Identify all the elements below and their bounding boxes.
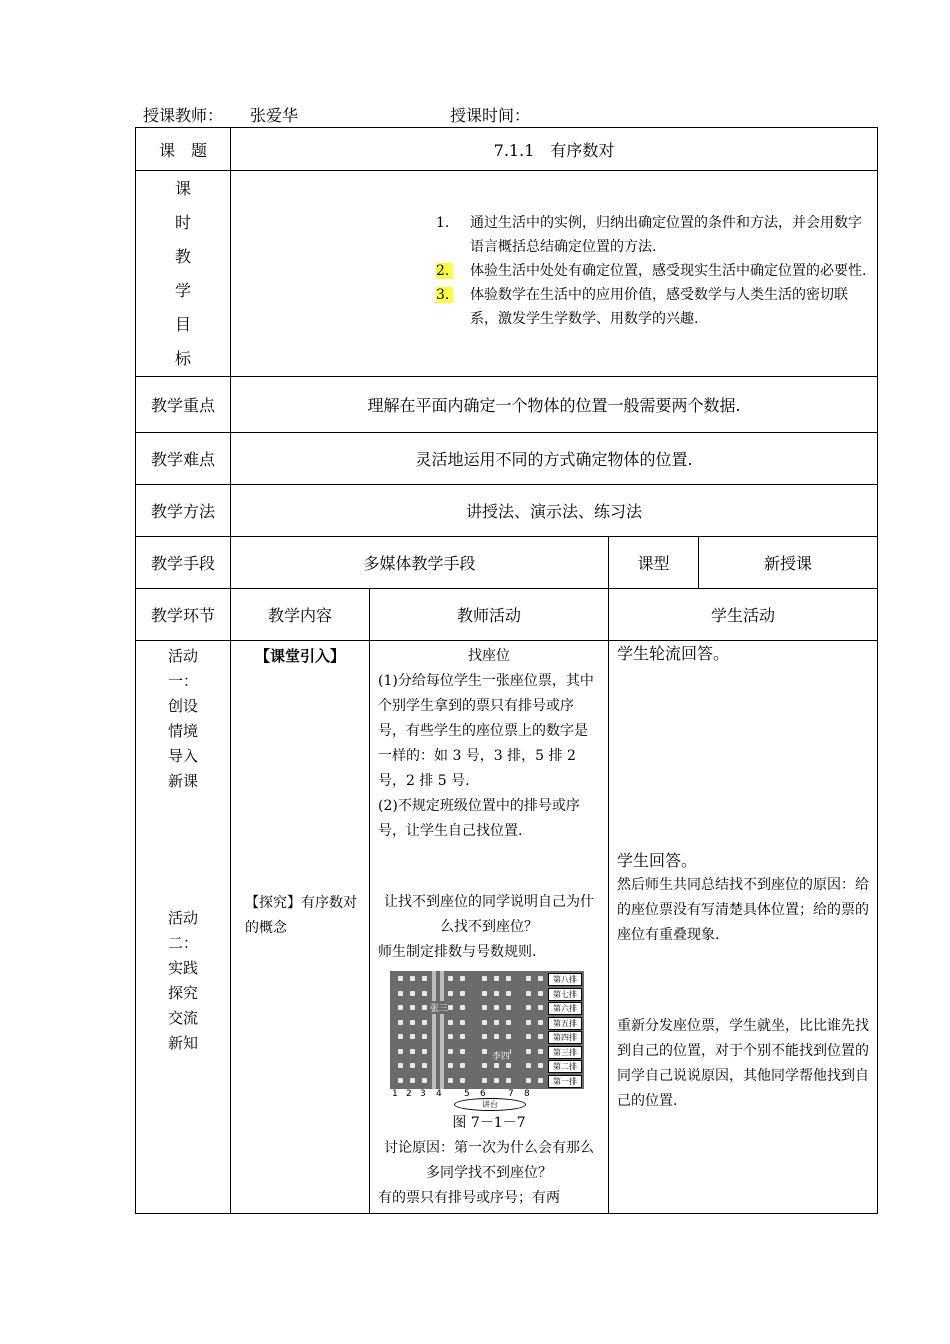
seat	[482, 1005, 487, 1010]
seat	[538, 1020, 543, 1025]
activity-row	[136, 641, 878, 1214]
key-label: 教学重点	[136, 377, 231, 433]
seat	[538, 1034, 543, 1039]
seat	[422, 1020, 427, 1025]
seat	[410, 1005, 415, 1010]
seat	[422, 1063, 427, 1068]
row-label: 第二排	[548, 1060, 582, 1073]
means-label: 教学手段	[136, 537, 231, 589]
aisle	[440, 971, 444, 1089]
seat	[410, 976, 415, 981]
seat	[448, 1078, 453, 1083]
seat	[482, 1020, 487, 1025]
seat	[398, 976, 403, 981]
seat	[482, 1078, 487, 1083]
student-s3: 然后师生共同总结找不到座位的原因：给的座位票没有写清楚具体位置；给的票的座位有重叠现象.	[617, 877, 869, 943]
teacher-p1: (1)分给每位学生一张座位票，其中个别学生拿到的票只有排号或序号，有些学生的座位票上的数字是一样的：如 3 号，3 排，5 排 2 号，2 排 5 号.	[378, 673, 594, 789]
col-header-teacher: 教师活动	[370, 589, 609, 641]
content-explore: 【探究】有序数对的概念	[245, 895, 357, 936]
seat	[422, 1034, 427, 1039]
seat	[410, 1063, 415, 1068]
topic-row	[136, 128, 878, 171]
seat-name-a: 张三	[430, 1001, 448, 1014]
seat	[538, 1005, 543, 1010]
seat	[538, 1078, 543, 1083]
column-number: 8	[524, 1089, 530, 1099]
podium: 讲台	[454, 1098, 526, 1111]
seat	[460, 991, 465, 996]
goals-label: 课 时 教 学 目 标	[136, 171, 231, 377]
row-label: 第八排	[548, 973, 582, 986]
seat	[538, 1049, 543, 1054]
teacher-activity-cell	[370, 641, 609, 1214]
seat-name-b: 李四	[492, 1049, 510, 1062]
seat	[422, 991, 427, 996]
seat	[526, 991, 531, 996]
seat	[422, 1078, 427, 1083]
key-row	[136, 377, 878, 433]
seat	[448, 1020, 453, 1025]
goals-row	[136, 171, 878, 377]
goal-item: 1. 通过生活中的实例，归纳出确定位置的条件和方法，并会用数字语言概括总结确定位置的方法.	[436, 215, 862, 255]
seat	[494, 1005, 499, 1010]
seat	[482, 976, 487, 981]
column-number: 6	[480, 1089, 486, 1099]
activity-1-name: 活动 一： 创设 情境 导入 新课	[167, 647, 198, 790]
seat	[410, 1034, 415, 1039]
activity-2-name: 活动 二： 实践 探究 交流 新知	[167, 909, 198, 1052]
type-label: 课型	[609, 537, 699, 589]
seat	[410, 1020, 415, 1025]
seat	[538, 976, 543, 981]
seat	[538, 991, 543, 996]
seat	[460, 1020, 465, 1025]
seat	[482, 991, 487, 996]
column-number: 1	[392, 1089, 398, 1099]
student-s2: 学生回答。	[617, 851, 698, 870]
lesson-plan-table	[135, 127, 878, 1214]
topic-value: 7.1.1 有序数对	[231, 128, 878, 171]
seat	[448, 1034, 453, 1039]
col-header-student: 学生活动	[609, 589, 878, 641]
seat	[526, 1078, 531, 1083]
activity-content-cell	[231, 641, 370, 1214]
teacher-p6: 有的票只有排号或序号；有两	[378, 1190, 560, 1206]
seat	[494, 1020, 499, 1025]
row-label: 第四排	[548, 1031, 582, 1044]
goal-item: 2. 体验生活中处处有确定位置，感受现实生活中确定位置的必要性.	[436, 263, 867, 279]
seat	[460, 1005, 465, 1010]
teacher-p5: 讨论原因：第一次为什么会有那么多同学找不到座位？	[384, 1140, 594, 1181]
key-value: 理解在平面内确定一个物体的位置一般需要两个数据.	[231, 377, 878, 433]
time-label: 授课时间：	[450, 106, 531, 125]
seat	[506, 991, 511, 996]
difficulty-label: 教学难点	[136, 433, 231, 485]
seat	[526, 1005, 531, 1010]
seat	[506, 1005, 511, 1010]
difficulty-value: 灵活地运用不同的方式确定物体的位置.	[231, 433, 878, 485]
seat	[448, 1063, 453, 1068]
column-header-row	[136, 589, 878, 641]
seat	[494, 1078, 499, 1083]
teacher-p2: (2)不规定班级位置中的排号或序号，让学生自己找位置.	[378, 798, 580, 839]
seat	[494, 976, 499, 981]
seat	[410, 1049, 415, 1054]
seat	[398, 1034, 403, 1039]
seat	[526, 1049, 531, 1054]
seat	[398, 1020, 403, 1025]
seat	[460, 976, 465, 981]
student-s1: 学生轮流回答。	[617, 644, 730, 663]
row-label: 第七排	[548, 988, 582, 1001]
teacher-name: 张爱华	[250, 106, 299, 125]
column-number: 7	[508, 1089, 514, 1099]
seat	[422, 1049, 427, 1054]
seat	[410, 991, 415, 996]
student-activity-cell	[609, 641, 878, 1214]
goal-item: 3. 体验数学在生活中的应用价值，感受数学与人类生活的密切联系，激发学生学数学、用数学的兴趣.	[436, 287, 848, 327]
seat	[398, 1049, 403, 1054]
student-s4: 重新分发座位票，学生就坐，比比谁先找到自己的位置，对于个别不能找到位置的同学自己说说原因，其他同学帮他找到自己的位置.	[617, 1018, 869, 1109]
seat	[398, 991, 403, 996]
column-number: 3	[420, 1089, 426, 1099]
teacher-p3: 让找不到座位的同学说明自己为什么找不到座位？	[384, 894, 594, 935]
seat	[506, 976, 511, 981]
seat	[482, 1063, 487, 1068]
aisle	[432, 971, 436, 1089]
means-value: 多媒体教学手段	[231, 537, 609, 589]
teacher-label: 授课教师：	[143, 106, 224, 125]
figure-caption: 图 7－1－7	[452, 1115, 526, 1131]
seat	[506, 1034, 511, 1039]
seat	[448, 976, 453, 981]
seat	[482, 1049, 487, 1054]
column-number: 2	[406, 1089, 412, 1099]
seat	[460, 1034, 465, 1039]
teacher-title: 找座位	[468, 648, 510, 664]
activity-stage-cell	[136, 641, 231, 1214]
seat	[460, 1049, 465, 1054]
seat	[494, 1063, 499, 1068]
row-label: 第三排	[548, 1046, 582, 1059]
content-intro: 【课堂引入】	[254, 647, 345, 665]
difficulty-row	[136, 433, 878, 485]
seat	[506, 1063, 511, 1068]
goals-list	[231, 171, 878, 377]
means-row	[136, 537, 878, 589]
seat	[506, 1078, 511, 1083]
method-value: 讲授法、演示法、练习法	[231, 485, 878, 537]
seat	[494, 991, 499, 996]
seat	[398, 1078, 403, 1083]
method-label: 教学方法	[136, 485, 231, 537]
row-label: 第六排	[548, 1002, 582, 1015]
seat	[526, 1034, 531, 1039]
seat	[526, 976, 531, 981]
seat	[398, 1005, 403, 1010]
seat	[410, 1078, 415, 1083]
seat	[448, 991, 453, 996]
column-number: 4	[436, 1089, 442, 1099]
col-header-stage: 教学环节	[136, 589, 231, 641]
seat	[448, 1049, 453, 1054]
seat	[494, 1034, 499, 1039]
seat	[526, 1063, 531, 1068]
type-value: 新授课	[699, 537, 878, 589]
seat	[448, 1005, 453, 1010]
seating-figure	[384, 971, 594, 1111]
seat	[422, 1005, 427, 1010]
method-row	[136, 485, 878, 537]
seat	[482, 1034, 487, 1039]
col-header-content: 教学内容	[231, 589, 370, 641]
seat	[526, 1020, 531, 1025]
seat	[460, 1078, 465, 1083]
topic-label: 课 题	[136, 128, 231, 171]
row-label: 第一排	[548, 1075, 582, 1088]
seat	[460, 1063, 465, 1068]
column-number: 5	[464, 1089, 470, 1099]
seat	[506, 1020, 511, 1025]
row-label: 第五排	[548, 1017, 582, 1030]
seat	[398, 1063, 403, 1068]
seat	[538, 1063, 543, 1068]
teacher-p4: 师生制定排数与号数规则.	[378, 944, 537, 960]
seat	[422, 976, 427, 981]
